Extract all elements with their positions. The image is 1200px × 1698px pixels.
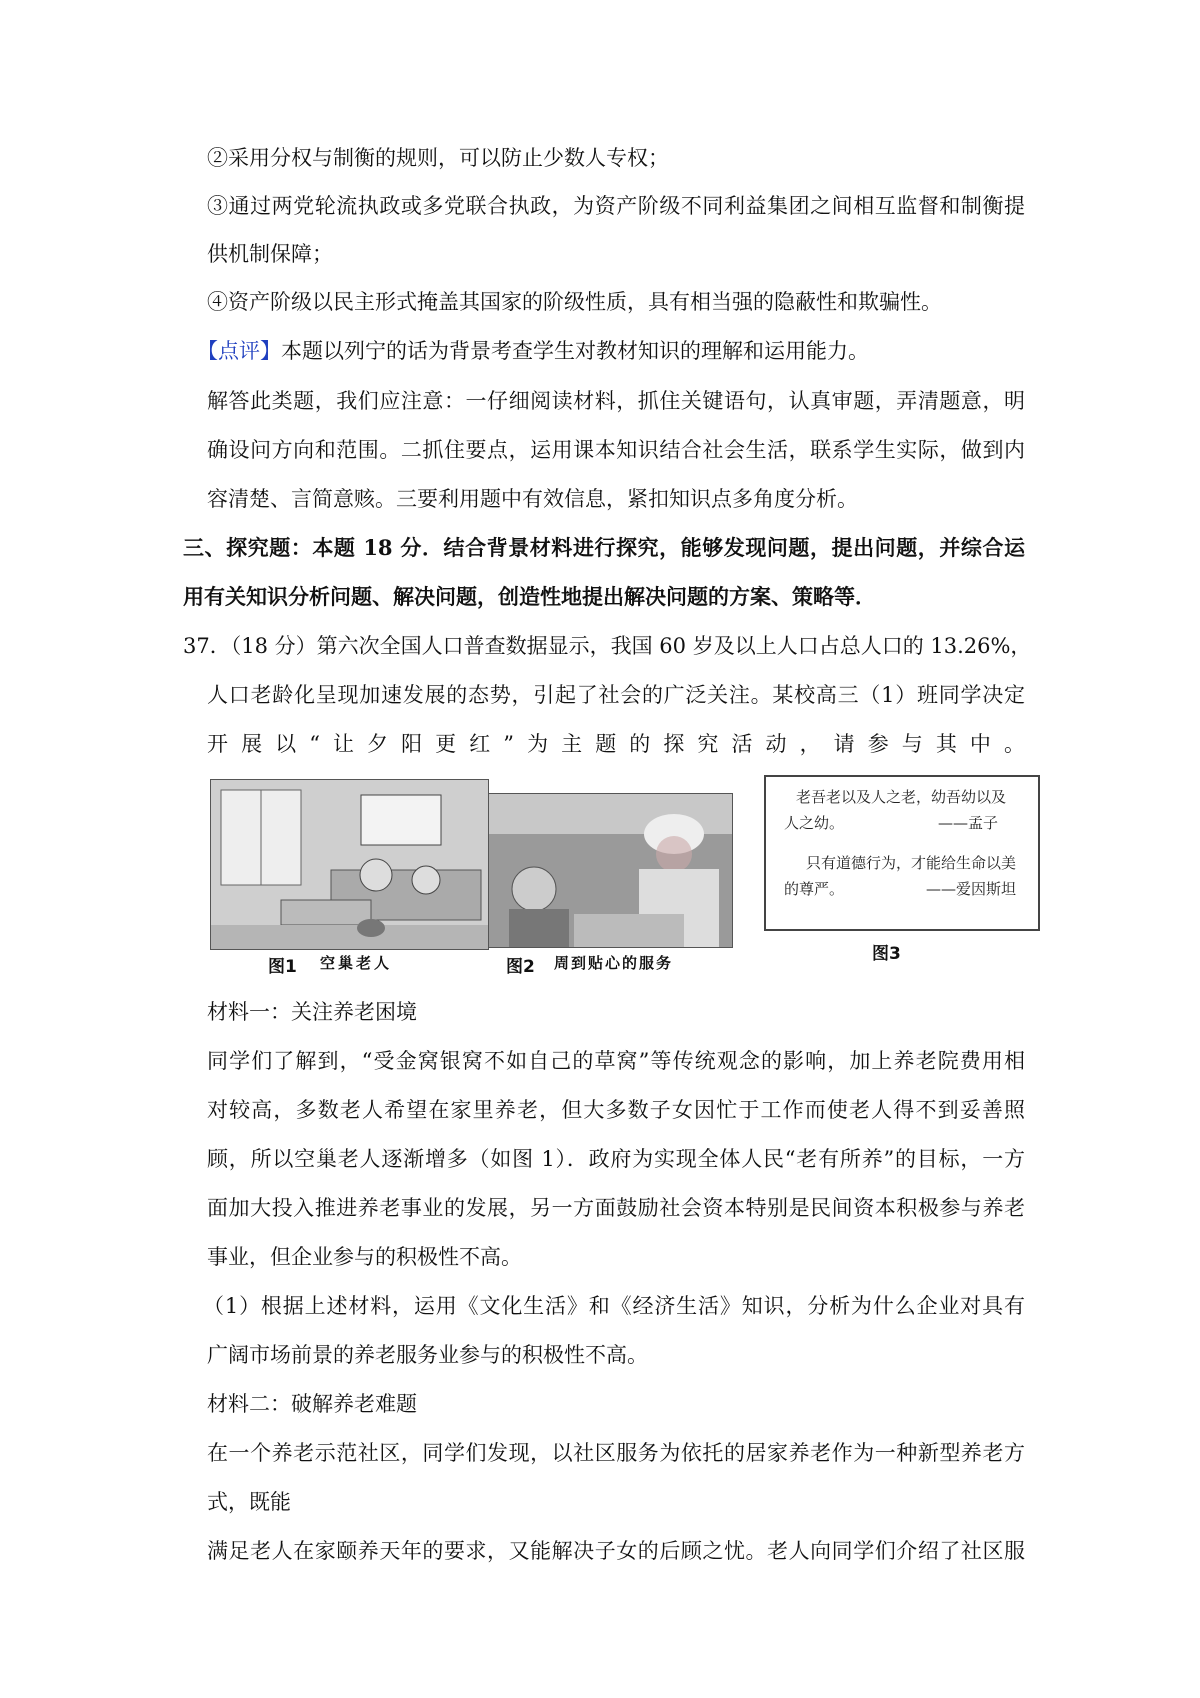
paragraph-line: 解答此类题，我们应注意：一仔细阅读材料，抓住关键语句，认真审题，弄清题意，明 [207, 389, 1025, 413]
paragraph-line: 顾，所以空巢老人逐渐增多（如图 1）．政府为实现全体人民“老有所养”的目标，一方 [207, 1147, 1025, 1171]
figure-2-label: 图2 [506, 957, 535, 977]
figure-2-caring-service [488, 793, 733, 948]
paragraph-line: 面加大投入推进养老事业的发展，另一方面鼓励社会资本特别是民间资本积极参与养老 [207, 1196, 1025, 1220]
figure-2-photo [489, 794, 732, 947]
quote-mencius-line-2: 人之幼。 [784, 814, 845, 832]
comment-tag: 【点评】 [197, 339, 281, 363]
paragraph-line: 对较高，多数老人希望在家里养老，但大多数子女因忙于工作而使老人得不到妥善照 [207, 1098, 1025, 1122]
quote-einstein-line-1: 只有道德行为，才能给生命以美 [806, 854, 1017, 872]
material-1-title: 材料一：关注养老困境 [207, 1000, 417, 1024]
paragraph-line: 供机制保障； [207, 242, 333, 266]
paragraph-line: 事业，但企业参与的积极性不高。 [207, 1245, 522, 1269]
figure-1-caption: 空巢老人 [320, 954, 393, 972]
figure-2-caption: 周到贴心的服务 [554, 954, 674, 972]
question-line: 37．（18 分）第六次全国人口普查数据显示，我国 60 岁及以上人口占总人口的 13.26%， [183, 634, 1032, 658]
section-heading: 三、探究题：本题 18 分．结合背景材料进行探究，能够发现问题，提出问题，并综合运 [183, 535, 1025, 560]
section-heading: 用有关知识分析问题、解决问题，创造性地提出解决问题的方案、策略等． [183, 584, 876, 609]
sub-question-1: （1）根据上述材料，运用《文化生活》和《经济生活》知识，分析为什么企业对具有 [203, 1294, 1025, 1318]
paragraph-line: ④资产阶级以民主形式掩盖其国家的阶级性质，具有相当强的隐蔽性和欺骗性。 [207, 290, 942, 314]
question-line: 人口老龄化呈现加速发展的态势，引起了社会的广泛关注。某校高三（1）班同学决定 [207, 683, 1025, 707]
quote-mencius-author: ——孟子 [938, 814, 999, 832]
paragraph-line: ②采用分权与制衡的规则，可以防止少数人专权； [207, 146, 669, 170]
question-line: 开展以“让夕阳更红”为主题的探究活动，请参与其中。 [207, 732, 1025, 756]
paragraph-line: 在一个养老示范社区，同学们发现，以社区服务为依托的居家养老作为一种新型养老方 [207, 1441, 1025, 1465]
figure-1-label: 图1 [268, 957, 297, 977]
comment-text: 本题以列宁的话为背景考查学生对教材知识的理解和运用能力。 [281, 339, 869, 363]
paragraph-line: ③通过两党轮流执政或多党联合执政，为资产阶级不同利益集团之间相互监督和制衡提 [207, 194, 1025, 218]
sub-question-1: 广阔市场前景的养老服务业参与的积极性不高。 [207, 1343, 648, 1367]
paragraph-line: 式，既能 [207, 1490, 291, 1514]
quote-einstein-line-2: 的尊严。 [784, 880, 845, 898]
paragraph-line: 容清楚、言简意赅。三要利用题中有效信息，紧扣知识点多角度分析。 [207, 487, 858, 511]
quote-einstein-author: ——爱因斯坦 [926, 880, 1017, 898]
figure-1-empty-nest-elderly [210, 779, 489, 950]
figure-3-quotes-box [764, 775, 1040, 931]
comment-line [197, 337, 869, 365]
paragraph-line: 满足老人在家颐养天年的要求，又能解决子女的后顾之忧。老人向同学们介绍了社区服 [207, 1539, 1025, 1563]
figure-1-illustration [211, 780, 488, 949]
quote-mencius-line-1: 老吾老以及人之老，幼吾幼以及 [796, 788, 1007, 806]
material-2-title: 材料二：破解养老难题 [207, 1392, 417, 1416]
paragraph-line: 同学们了解到，“受金窝银窝不如自己的草窝”等传统观念的影响，加上养老院费用相 [207, 1049, 1025, 1073]
paragraph-line: 确设问方向和范围。二抓住要点，运用课本知识结合社会生活，联系学生实际，做到内 [207, 438, 1025, 462]
figure-3-label: 图3 [872, 944, 901, 964]
